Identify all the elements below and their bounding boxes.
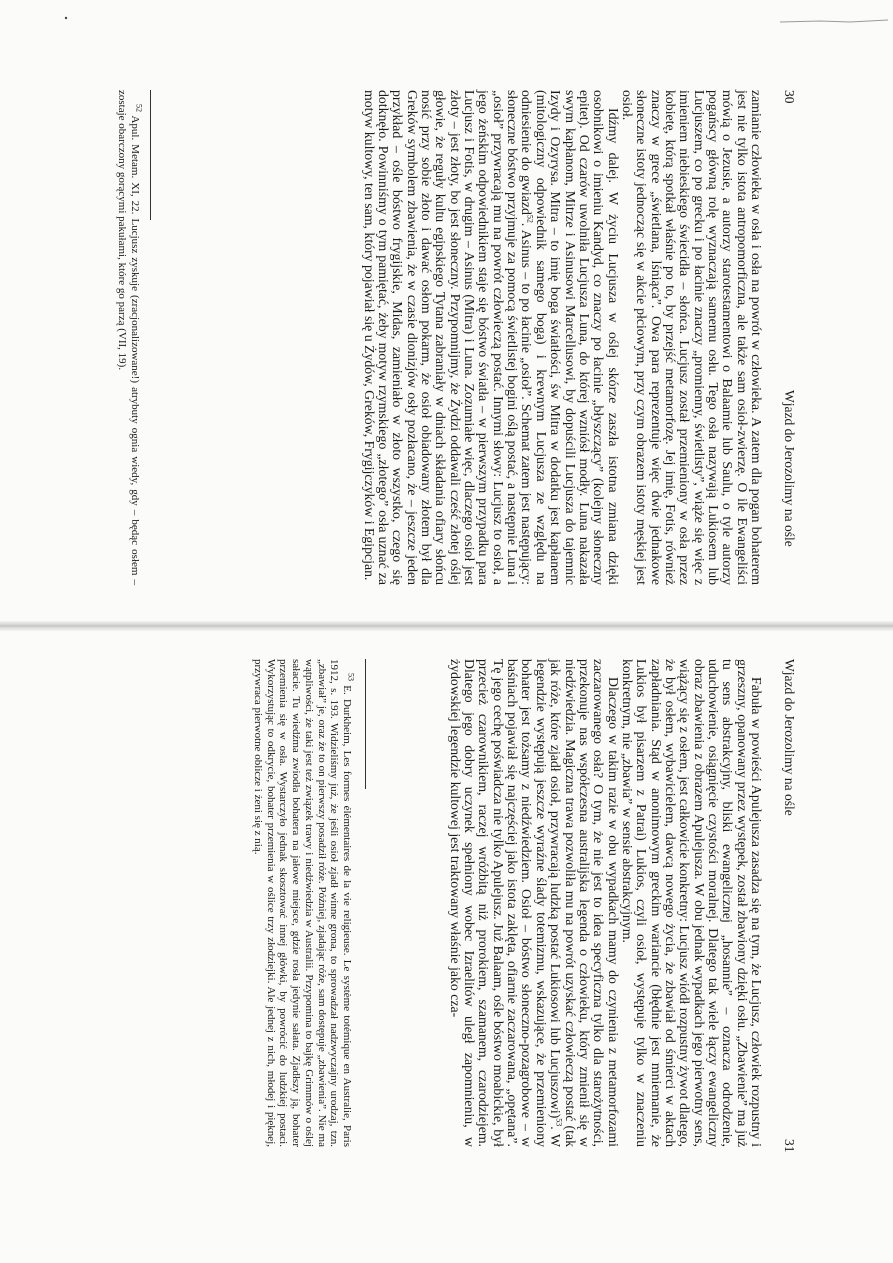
running-title: Wjazd do Jerozolimy na ośle xyxy=(782,390,797,547)
footnote-text: Apul. Metam. XI, 22. Lucjusz zyskuje (zracjonalizowane!) atrybuty ognia wiedy, gdy – będąc osłem – zostaje obarczony gorącymi pakułami, które go parzą (VII, 19). xyxy=(116,90,141,585)
footnote xyxy=(251,659,356,1148)
paragraph: zamianie człowieka w osła i osła na powrót w człowieka. A zatem dla pogan bohaterem jest nie tylko istota antropomorficzna, ale także sam osioł-zwierzę. O ile Ewangeliści mówią o Jezusie, a autorzy starotestamentowi o Balaamie lub Saulu, o tyle autorzy pogańscy główną rolę wyznaczają samemu osłu. Tego osła nazywają Lukiosem lub Lucjuszem, co po grecku i po łacinie znaczy „promienny, świetlisty”, wiąże się więc z imieniem niebieskiego świecidła – słońca. Lucjusz został przemieniony w osła przez kobietę, którą spotkał właśnie po to, by przejść metamorfozę. Jej imię, Fotis, również znaczy w grece „świetlana, lśniąca”. Owa para reprezentuje więc dwie jednakowe słoneczne istoty jednocząc się w akcie płciowym, przy czym obrazem istoty męskiej jest osioł. xyxy=(619,90,764,585)
footnote-reference: 52 xyxy=(526,214,536,223)
footnote-text: E. Durkheim, Les formes élémentaires de la vie religieuse. Le système totémique en Australie, Paris 1912, s. 193. Widzieliśmy już, że jeśli osioł zjadł winne grona, to sprowadzał nadzwyczajny urodzaj, tzn. „zbawiał” je, oraz że to on pierwszy posadził róże. Później, zjadając róże, sam dostępuje „zbawienia”. Nie ma wątpliwości, że taki jest też związek trawy i niedźwiedzia w Australii. Przypomina to bajkę Grimmów o oślej sałacie. Tu wiedźma zwiodła bohatera na jałowe miejsce, gdzie rosła jedynie sałata. Zjadłszy ją, bohater przemienia się w osła. Wystarczyło jednak skosztować innej główki, by powrócić do ludzkiej postaci. Wykorzystując to odkrycie, bohater przemienia w oślice trzy złodziejki. Ale jednej z nich, młodej i pięknej, przywraca pierwotne oblicze i żeni się z nią. xyxy=(252,659,353,1148)
paragraph-text: Tytana zabraniały w dniach składania ofiary słońcu nosić przy sobie złoto i dawać osłom pokarm, że osioł obiadowany złotem był dla Greków symbolem zbawienia, że w czasie dionizjów osły pozłacano, że – jeszcze jeden przykład – ośle bóstwo frygijskie, Midas, zamieniało w złoto wszystko, czego się dotknęło. Powinniśmy o tym pamiętać, żeby motyw rzymskiego „złotego” osła uznać za motyw kultowy, ten sam, który pojawiał się u Żydów, Greków, Frygijczyków i Egipcjan. xyxy=(361,90,449,585)
footnote-number: 53 xyxy=(346,673,356,681)
paragraph-text: Dlaczego w takim razie w obu wypadkach mamy do czynienia z metamorfozami zaczarowanego osła? O tym, że nie jest to idea specyficzna tylko dla starożytności, przekonuje nas współczesna australijska legenda o człowieku, który zmienił się w niedźwiedzia. Magiczna trawa pozwoliła mu na powrót uzyskać człowieczą postać (tak jak róże, które zjadł osioł, przywracają ludzką postać Lukiosowi lub Lucjuszowi) xyxy=(548,659,621,1147)
scan-edge-mark xyxy=(780,10,890,30)
paragraph-text: Idźmy dalej. W życiu Lucjusza w oślej skórze zaszła istotna zmiana dzięki osobnikowi o imieniu Kandyd, co znaczy po łacinie „błyszczący” (kolejny słoneczny epitet). Od czarów uwolniła Lucjusza Luna, do której wzniósł modły. Luna nakazała swym kapłanom, Mitrze i Asinusowi Marcellusowi, by dopuścili Lucjusza do tajemnic Izydy i Ozyrysa. Mitra – to imię boga światłości, św Mitra w dodatku jest kapłanem (mitologiczny odpowiednik samego boga) i krewnym Lucjusza ze względu na odniesienie do gwiazd xyxy=(519,90,621,585)
body-text xyxy=(447,659,763,1147)
footnote xyxy=(116,90,144,585)
paragraph-text: . Asinus – to po łacinie „osioł”. Schemat zatem jest następujący: słoneczne bóstwo przyjmuje za pomocą świetlistej bogini oślą postać, a następnie Luna i „osioł” przywracają mu na powrót człowieczą postać. Innymi słowy: Lucjusz to osioł, a jego żeńskim odpowiednikiem staje się bóstwo światła – w pierwszym przypadku para Lucjusz i Fotis, w drugim – Asinus (Mitra) i Luna. Zozumiałe więc, dlaczego osioł jest złoty – jest złoty, bo jest słoneczny. Przypomnijmy, że Żydzi oddawali cześć złotej oślej głowie, że reguły kultu egipskiego xyxy=(433,90,535,585)
page-30 xyxy=(0,0,893,620)
footnote-rule xyxy=(150,90,151,220)
paragraph: Fabuła w powieści Apulejusza zasadza się na tym, że Lucjusz, człowiek rozpustny i grzeszny, opanowany przez występek, został zbawiony dzięki osłu. „Zbawienie” ma już tu sens abstrakcyjny, bliski ewangelicznej „hosannie” – oznacza odrodzenie, uduchowienie, osiągnięcie czystości moralnej. Dlatego tak wiele łączy ewangeliczny obraz zbawienia z obrazem Apulejusza. W obu jednak wypadkach jego pierwotny sens, wiążący się z osłem, jest całkowicie konkretny: Lucjusz wiódł rozpustny żywot dlatego, że był osłem, wybawicielem, dawcą nowego życia, że zbawiał od śmierci w aktach zapładniania. Stąd w anonimowym greckim wariancie (błędnie jest mniemanie, że Lukios był pisarzem z Patrai) Lukios, czyli osioł, występuje tylko w znaczeniu konkretnym, nie „zbawia” w sensie abstrakcyjnym. xyxy=(619,659,764,1147)
running-title: Wjazd do Jerozolimy na ośle xyxy=(782,659,797,816)
paragraph xyxy=(361,90,619,585)
body-text xyxy=(361,90,763,585)
book-gutter xyxy=(0,621,893,631)
page-31 xyxy=(0,635,893,1263)
paragraph-text: . W legendzie występują jeszcze wyraźne ślady totemizmu, wskazujące, że przemieniony bohater jest tożsamy z niedźwiedziem. Osioł – bóstwo słoneczno-pozagrobowe – w baśniach pojawiał się najczęściej jako istota zaklęta, ofiarnie zaczarowana, „opętana”. Tę jego cechę poświadcza nie tylko Apulejusz. Już Balaam, ośle bóstwo moabickie, był przecież czarownikiem, raczej wróżbitą niż prorokiem, szamanem, czarodziejem. Dlatego jego dobry uczynek spełniony wobec Izraelitów uległ zapomnieniu, w żydowskiej legendzie kultowej jest traktowany właśnie jako cza- xyxy=(447,659,564,1147)
footnote-reference: 53 xyxy=(554,1118,564,1127)
footnote-rule xyxy=(365,659,366,789)
paragraph xyxy=(447,659,619,1147)
footnote-number: 52 xyxy=(134,104,144,112)
page-number: 31 xyxy=(782,1139,797,1153)
page-number: 30 xyxy=(782,90,797,104)
scan-speck xyxy=(60,8,80,28)
